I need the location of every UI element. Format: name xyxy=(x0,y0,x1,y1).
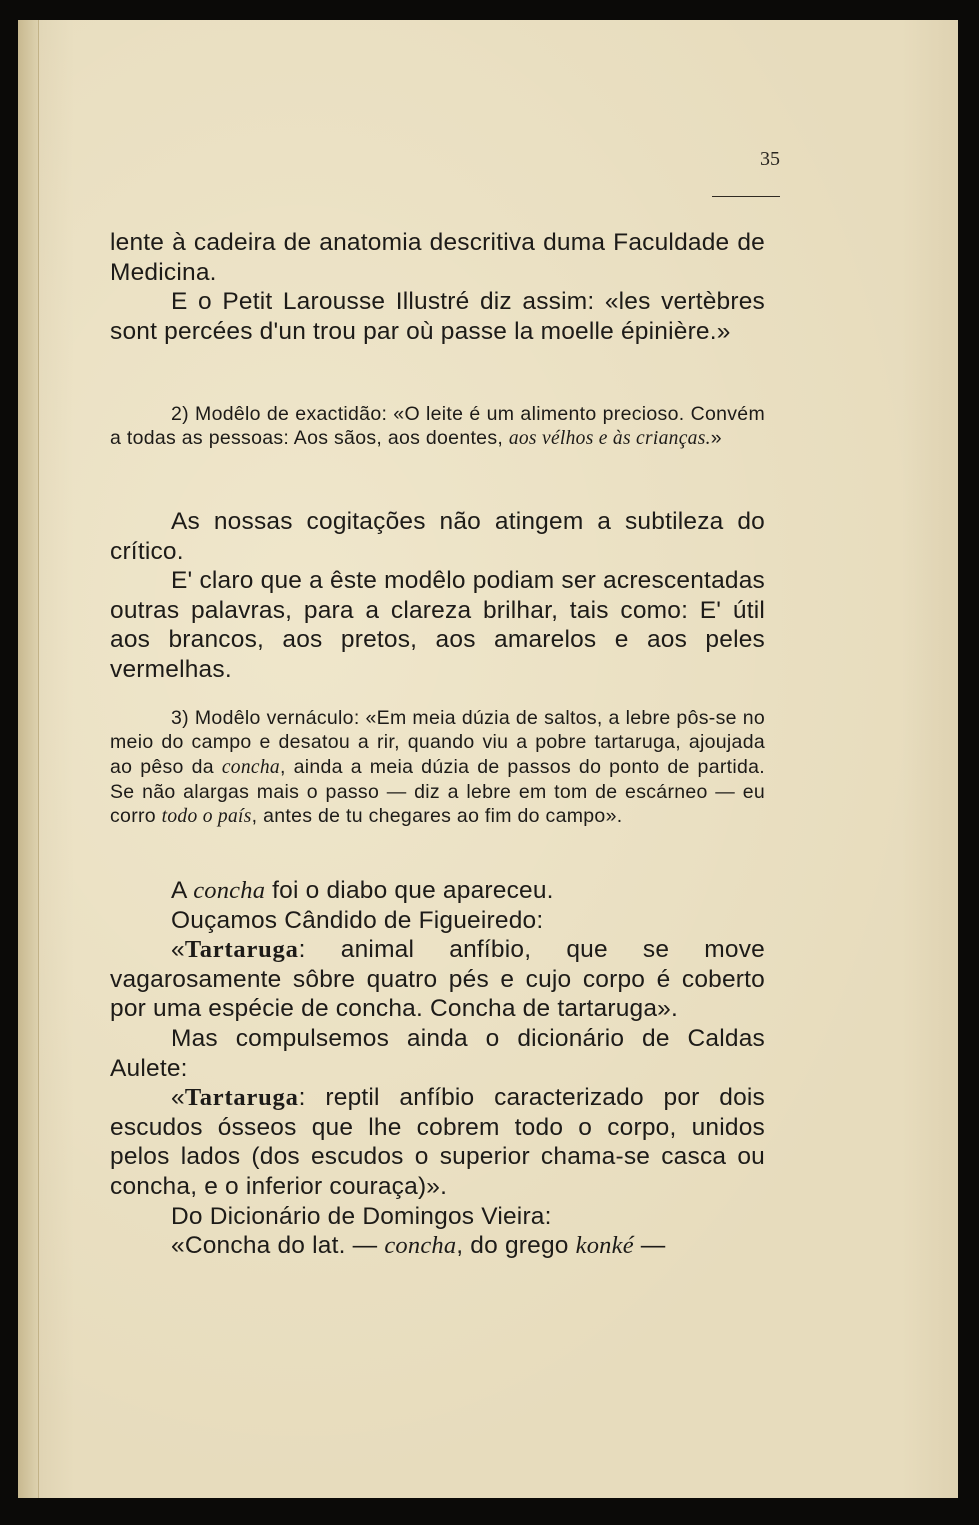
text-run: foi o diabo que apareceu. xyxy=(265,877,554,904)
dictionary-term: Tartaruga xyxy=(184,936,299,964)
paragraph: Ouçamos Cândido de Figueiredo: xyxy=(171,906,544,934)
italic-text: konké xyxy=(575,1232,634,1260)
definition-paragraph xyxy=(110,1083,765,1201)
definition-paragraph xyxy=(110,935,765,1024)
italic-text: concha xyxy=(193,877,266,904)
italic-text: aos vélhos e às crianças. xyxy=(508,428,711,450)
italic-text: concha xyxy=(221,756,280,778)
page-number: 35 xyxy=(760,148,780,170)
opening-quote: « xyxy=(171,1084,185,1112)
text-run: «Concha do lat. — xyxy=(171,1232,385,1260)
text-block-5 xyxy=(110,876,765,1261)
text-block-3 xyxy=(110,507,765,685)
paragraph: Do Dicionário de Domingos Vieira: xyxy=(171,1202,552,1230)
example-text: 2) Modêlo de exactidão: «O leite é um alimento precioso. Convém a todas as pessoas: Aos sãos, aos doentes, xyxy=(110,403,765,450)
example-text: , antes de tu chegares ao fim do campo». xyxy=(251,805,623,828)
paragraph: E' claro que a êste modêlo podiam ser acrescentadas outras palavras, para a clareza brilhar, tais como: E' útil aos brancos, aos pretos, aos amarelos e aos peles vermelhas. xyxy=(110,567,765,683)
closing-quote: » xyxy=(710,427,722,450)
paragraph: lente à cadeira de anatomia descritiva duma Faculdade de Medicina. xyxy=(110,229,765,286)
italic-text: todo o país xyxy=(161,806,252,828)
dictionary-term: Tartaruga xyxy=(184,1084,299,1112)
text-block-1 xyxy=(110,228,765,346)
opening-quote: « xyxy=(171,936,185,964)
paragraph: E o Petit Larousse Illustré diz assim: «les vertèbres sont percées d'un trou par où passe la moelle épinière.» xyxy=(110,288,765,345)
text-run: A xyxy=(171,877,194,904)
paragraph xyxy=(110,402,765,452)
page-binding-edge xyxy=(18,20,39,1498)
example-text: , ainda a meia dúzia de passos do ponto de partida. Se não alargas mais o passo — diz a lebre em tom de escárneo — eu corro xyxy=(110,755,766,828)
paragraph: As nossas cogitações não atingem a subtileza do crítico. xyxy=(110,508,765,565)
paragraph xyxy=(110,1231,765,1261)
definition-text: : animal anfíbio, que se move vagarosamente sôbre quatro pés e cujo corpo é coberto por uma espécie de concha. Concha de tartaruga». xyxy=(110,936,765,1023)
example-3-block xyxy=(110,706,765,829)
example-2-block xyxy=(110,402,765,452)
text-run: , do grego xyxy=(456,1232,576,1260)
page-number-rule xyxy=(712,196,780,197)
definition-text: : reptil anfíbio caracterizado por dois escudos ósseos que lhe cobrem todo o corpo, unidos pelos lados (dos escudos o superior chama-se casca ou concha, e o inferior couraça)». xyxy=(110,1084,765,1200)
example-text: 3) Modêlo vernáculo: «Em meia dúzia de saltos, a lebre pôs-se no meio do campo e desatou a rir, quando viu a pobre tartaruga, ajoujada ao pêso da xyxy=(110,707,765,778)
text-run: — xyxy=(633,1232,666,1260)
paragraph xyxy=(110,706,765,829)
paragraph: Mas compulsemos ainda o dicionário de Caldas Aulete: xyxy=(110,1024,765,1082)
paragraph xyxy=(110,876,765,906)
italic-text: concha xyxy=(384,1232,457,1260)
